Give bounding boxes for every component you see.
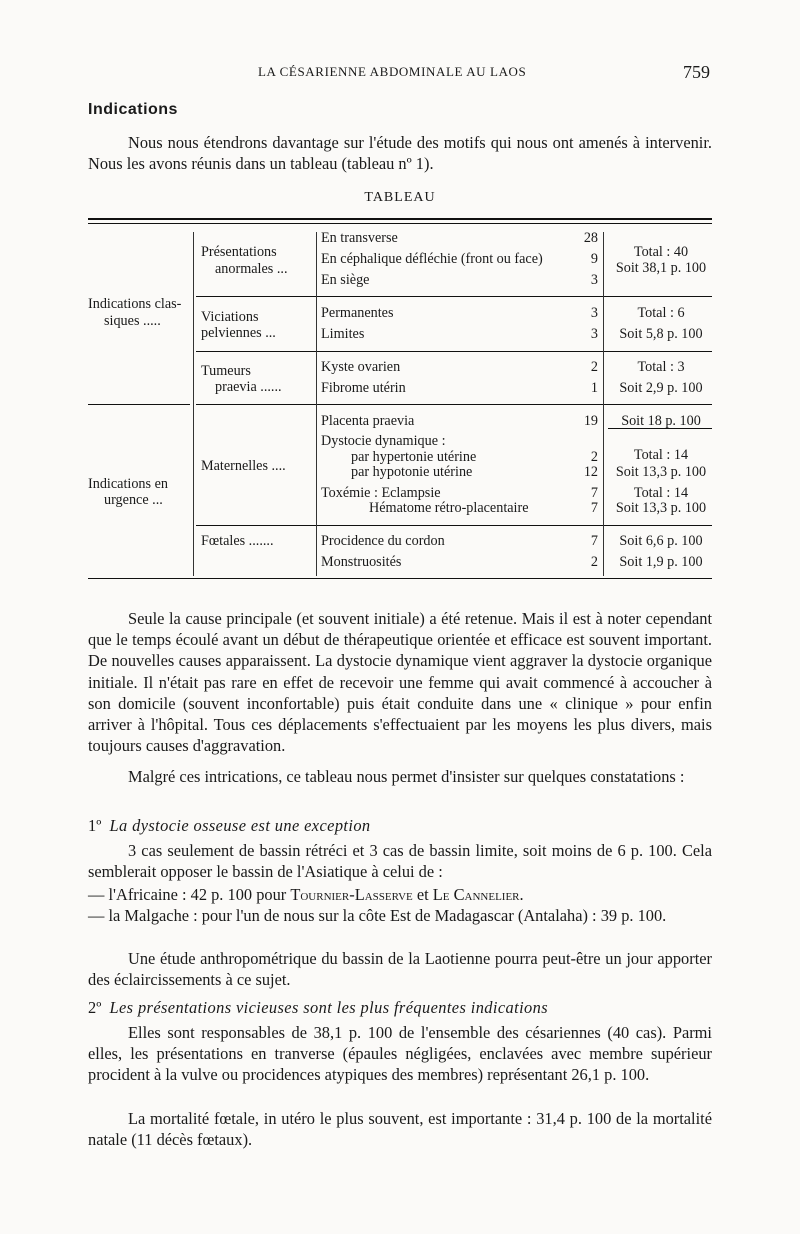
row-label: Placenta praevia	[321, 413, 415, 429]
page-number: 759	[683, 62, 710, 82]
row-label: Hématome rétro-placentaire	[369, 500, 529, 516]
subgroup-divider	[196, 404, 712, 405]
row-label: En siège	[321, 272, 370, 288]
subgroup-divider	[196, 296, 712, 297]
total-line: Total : 40	[633, 244, 689, 260]
group-label-urgence: Indications en	[88, 476, 168, 492]
row-value: 9	[590, 251, 598, 267]
total-percent: Soit 18 p. 100	[621, 413, 701, 429]
subgroup-presentations-cont: anormales ...	[215, 261, 288, 277]
row-value: 12	[583, 464, 598, 480]
column-line	[603, 232, 604, 576]
row-value: 1	[590, 380, 598, 396]
table-top-rule-thin	[88, 223, 712, 224]
running-title: LA CÉSARIENNE ABDOMINALE AU LAOS	[258, 64, 527, 79]
row-label: Toxémie : Eclampsie	[321, 485, 441, 501]
intro-paragraph: Nous nous étendrons davantage sur l'étude des motifs qui nous ont amenés à intervenir. Nous les avons réunis dans un tableau (tableau nº 1).	[88, 133, 712, 174]
heading-presentations: 2º Les présentations vicieuses sont les plus fréquentes indications	[88, 998, 548, 1017]
subgroup-divider	[196, 525, 712, 526]
row-value: 7	[590, 500, 598, 516]
total-percent: Soit 38,1 p. 100	[615, 260, 707, 276]
list-item-africaine: — l'Africaine : 42 p. 100 pour Tournier-Lasserve et Le Cannelier.	[88, 885, 524, 904]
row-label: par hypertonie utérine	[351, 449, 477, 465]
row-value: 2	[590, 554, 598, 570]
list-item-malgache: — la Malgache : pour l'un de nous sur la côte Est de Madagascar (Antalaha) : 39 p. 100.	[88, 906, 667, 925]
row-value: 2	[590, 449, 598, 465]
row-label: Monstruosités	[321, 554, 402, 570]
row-value: 3	[590, 272, 598, 288]
paragraph-cause: Seule la cause principale (et souvent initiale) a été retenue. Mais il est à noter cependant que le temps écoulé avant un début de thérapeutique orientée et efficace est souvent important. De nouvelles causes apparaissent. La dystocie dynamique vient aggraver la dystocie organique initiale. Il n'était pas rare en effet de recevoir une femme qui avait commencé à accoucher à son domicile (souvent inconfortable) puis était conduite dans une « clinique » pour enfin arriver à l'hôpital. Tous ces déplacements s'effectuaient par les moyens les plus divers, mais toujours causes d'aggravation.	[88, 609, 712, 756]
subgroup-divider	[196, 351, 712, 352]
section-title: Indications	[88, 101, 178, 118]
row-label: En céphalique défléchie (front ou face)	[321, 251, 543, 267]
group-label-classiques-cont: siques .....	[104, 313, 161, 329]
row-label: Procidence du cordon	[321, 533, 445, 549]
row-label: Permanentes	[321, 305, 394, 321]
row-value: 7	[590, 485, 598, 501]
row-value: 19	[583, 413, 598, 429]
row-label: Dystocie dynamique :	[321, 433, 446, 449]
row-label: En transverse	[321, 230, 398, 246]
paragraph-etude: Une étude anthropométrique du bassin de la Laotienne pourra peut-être un jour apporter des éclaircissements à ce sujet.	[88, 949, 712, 990]
subgroup-viciations-cont: pelviennes ...	[201, 325, 276, 341]
column-line	[316, 232, 317, 576]
row-value: 3	[590, 326, 598, 342]
group-label-classiques: Indications clas-	[88, 296, 182, 312]
row-value: 3	[590, 305, 598, 321]
row-label: Kyste ovarien	[321, 359, 401, 375]
total-percent: Soit 13,3 p. 100	[615, 500, 707, 516]
subgroup-viciations: Viciations	[201, 309, 259, 325]
total-percent: Soit 5,8 p. 100	[619, 326, 703, 342]
row-value: 7	[590, 533, 598, 549]
paragraph-intrications: Malgré ces intrications, ce tableau nous permet d'insister sur quelques constatations :	[128, 767, 685, 786]
subgroup-tumeurs-cont: praevia ......	[215, 379, 282, 395]
subgroup-maternelles: Maternelles ....	[201, 458, 286, 474]
row-value: 28	[583, 230, 598, 246]
paragraph-mortalite: La mortalité fœtale, in utéro le plus souvent, est importante : 31,4 p. 100 de la mortalité natale (11 décès fœtaux).	[88, 1109, 712, 1150]
total-percent: Soit 6,6 p. 100	[619, 533, 703, 549]
group-divider	[88, 404, 190, 405]
subgroup-presentations: Présentations	[201, 244, 277, 260]
subgroup-foetales: Fœtales .......	[201, 533, 274, 549]
row-label: Fibrome utérin	[321, 380, 406, 396]
total-line: Total : 6	[637, 305, 685, 321]
total-line: Total : 14	[633, 485, 689, 501]
table-top-rule	[88, 218, 712, 220]
total-line: Total : 14	[633, 447, 689, 463]
heading-dystocie: 1º La dystocie osseuse est une exception	[88, 816, 371, 835]
table-bottom-rule	[88, 578, 712, 579]
total-percent: Soit 13,3 p. 100	[615, 464, 707, 480]
total-percent: Soit 1,9 p. 100	[619, 554, 703, 570]
subgroup-tumeurs: Tumeurs	[201, 363, 251, 379]
group-label-urgence-cont: urgence ...	[104, 492, 163, 508]
total-line: Total : 3	[637, 359, 685, 375]
paragraph-bassin: 3 cas seulement de bassin rétréci et 3 cas de bassin limite, soit moins de 6 p. 100. Cela semblerait opposer le bassin de l'Asiatique à celui de :	[88, 841, 712, 882]
column-line	[193, 232, 194, 576]
table-caption: TABLEAU	[364, 190, 436, 205]
row-value: 2	[590, 359, 598, 375]
row-label: par hypotonie utérine	[351, 464, 473, 480]
paragraph-responsables: Elles sont responsables de 38,1 p. 100 de l'ensemble des césariennes (40 cas). Parmi elles, les présentations en tranverse (épaules négligées, enclavées avec membre supérieur procident à la vulve ou procidences atypiques des membres) représentant 26,1 p. 100.	[88, 1023, 712, 1085]
total-percent: Soit 2,9 p. 100	[619, 380, 703, 396]
row-label: Limites	[321, 326, 365, 342]
